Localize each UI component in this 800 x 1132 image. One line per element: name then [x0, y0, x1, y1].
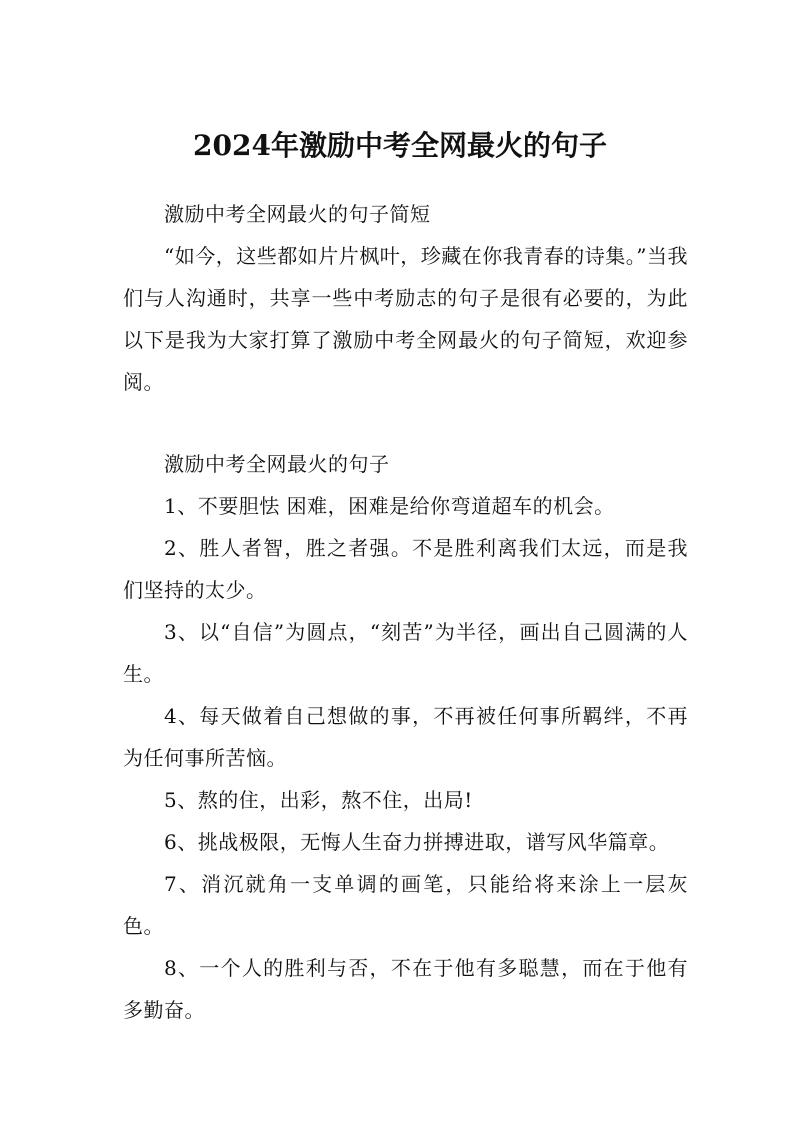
quote-item-8: 8、一个人的胜利与否，不在于他有多聪慧，而在于他有多勤奋。 [123, 956, 688, 1022]
quote-item-7: 7、消沉就角一支单调的画笔，只能给将来涂上一层灰色。 [123, 872, 688, 938]
intro-section [123, 193, 688, 403]
quotes-heading: 激励中考全网最火的句子 [164, 452, 390, 476]
quote-item-6: 6、挑战极限，无悔人生奋力拼搏进取，谱写风华篇章。 [164, 830, 670, 854]
intro-heading: 激励中考全网最火的句子简短 [164, 202, 431, 226]
quote-item-2: 2、胜人者智，胜之者强。不是胜利离我们太远，而是我们坚持的太少。 [123, 536, 688, 602]
quote-item-1: 1、不要胆怯 困难，困难是给你弯道超车的机会。 [164, 494, 615, 518]
intro-paragraph: “如今，这些都如片片枫叶，珍藏在你我青春的诗集。”当我们与人沟通时，共享一些中考励志的句子是很有必要的，为此以下是我为大家打算了激励中考全网最火的句子简短，欢迎参阅。 [123, 244, 688, 394]
quote-item-3: 3、以“自信”为圆点，“刻苦”为半径，画出自己圆满的人生。 [123, 620, 688, 686]
quote-item-5: 5、熬的住，出彩，熬不住，出局! [164, 788, 473, 812]
document-title: 2024年激励中考全网最火的句子 [193, 129, 607, 162]
quotes-section [123, 443, 688, 1031]
quote-item-4: 4、每天做着自己想做的事，不再被任何事所羁绊，不再为任何事所苦恼。 [123, 704, 688, 770]
